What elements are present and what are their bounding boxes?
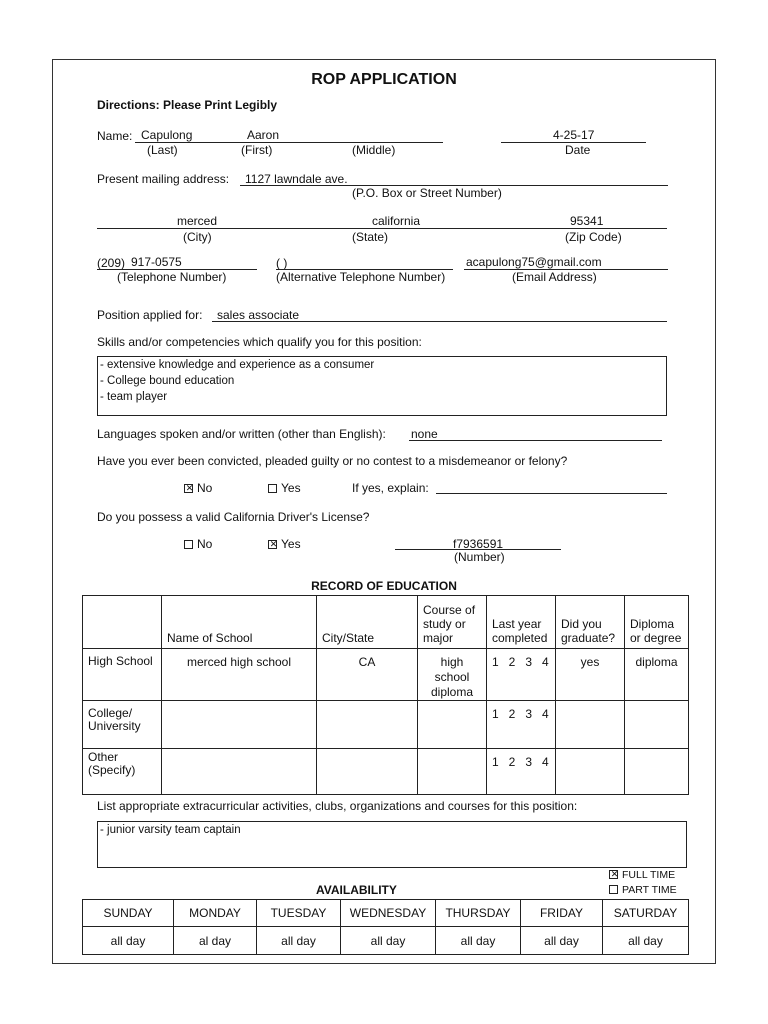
phone-value[interactable]: 917-0575 (131, 255, 182, 269)
row-type-line: Other (88, 750, 119, 764)
email-value[interactable]: acapulong75@gmail.com (466, 255, 602, 269)
license-number-caption: (Number) (454, 550, 505, 564)
row-city[interactable]: CA (317, 649, 418, 701)
day-wednesday: WEDNESDAY (341, 900, 436, 927)
header-last-year-2: completed (492, 631, 548, 645)
middle-caption: (Middle) (352, 143, 396, 157)
avail-monday[interactable]: al day (174, 927, 257, 955)
full-time-option[interactable] (609, 869, 675, 881)
email-caption: (Email Address) (512, 270, 597, 284)
availability-days-row (83, 900, 689, 927)
license-number-value[interactable]: f7936591 (453, 537, 504, 551)
education-table (82, 595, 689, 795)
activities-value: - junior varsity team captain (100, 824, 241, 836)
row-course[interactable] (418, 649, 487, 701)
languages-underline (409, 440, 662, 441)
explain-label: If yes, explain: (352, 481, 429, 495)
education-row-other (83, 749, 689, 795)
row-diploma[interactable] (625, 749, 689, 795)
header-graduate (556, 596, 625, 649)
avail-thursday[interactable]: all day (436, 927, 521, 955)
row-graduated[interactable] (556, 749, 625, 795)
day-friday: FRIDAY (521, 900, 603, 927)
avail-wednesday[interactable]: all day (341, 927, 436, 955)
activities-label: List appropriate extracurricular activities, clubs, organizations and courses for this position: (97, 799, 578, 813)
conviction-no-label: No (197, 481, 213, 495)
header-graduate-1: Did you (561, 617, 602, 631)
position-label: Position applied for: (97, 308, 203, 322)
education-title: RECORD OF EDUCATION (311, 579, 457, 593)
education-row-high-school (83, 649, 689, 701)
header-last-year-1: Last year (492, 617, 542, 631)
conviction-no-checkbox[interactable] (184, 484, 193, 493)
name-underline (135, 142, 443, 143)
conviction-yes-option[interactable] (268, 481, 301, 495)
availability-values-row (83, 927, 689, 955)
languages-label: Languages spoken and/or written (other than English): (97, 427, 386, 441)
avail-friday[interactable]: all day (521, 927, 603, 955)
license-yes-checkbox[interactable] (268, 540, 277, 549)
languages-value[interactable]: none (411, 427, 438, 441)
row-course[interactable] (418, 701, 487, 749)
conviction-yes-checkbox[interactable] (268, 484, 277, 493)
skills-line-3: - team player (100, 391, 168, 403)
city-caption: (City) (183, 230, 212, 244)
conviction-yes-label: Yes (281, 481, 301, 495)
state-value[interactable]: california (372, 214, 421, 228)
date-value[interactable]: 4-25-17 (553, 128, 595, 142)
day-sunday: SUNDAY (83, 900, 174, 927)
city-state-zip-underline (97, 228, 667, 229)
license-yes-option[interactable] (268, 537, 301, 551)
avail-tuesday[interactable]: all day (257, 927, 341, 955)
part-time-checkbox[interactable] (609, 885, 618, 894)
activities-box[interactable] (97, 821, 687, 868)
header-course (418, 596, 487, 649)
row-type (83, 649, 162, 701)
alt-phone-value[interactable]: ( ) (276, 256, 288, 270)
row-course-line-2: diploma (430, 685, 474, 699)
education-header-row (83, 596, 689, 649)
full-time-checkbox[interactable] (609, 870, 618, 879)
row-years[interactable]: 1 2 3 4 (487, 749, 556, 795)
header-course-3: major (423, 631, 454, 645)
zip-value[interactable]: 95341 (570, 214, 604, 228)
row-school[interactable] (162, 701, 317, 749)
position-underline (212, 321, 667, 322)
zip-caption: (Zip Code) (565, 230, 622, 244)
header-course-2: study or (423, 617, 466, 631)
row-school[interactable] (162, 749, 317, 795)
row-type-line: College/ (88, 706, 133, 720)
row-type (83, 749, 162, 795)
name-label: Name: (97, 129, 133, 143)
row-diploma[interactable]: diploma (625, 649, 689, 701)
header-diploma (625, 596, 689, 649)
row-graduated[interactable] (556, 701, 625, 749)
row-type-line: University (88, 719, 141, 733)
license-no-option[interactable] (184, 537, 212, 551)
row-school[interactable]: merced high school (162, 649, 317, 701)
day-monday: MONDAY (174, 900, 257, 927)
avail-sunday[interactable]: all day (83, 927, 174, 955)
row-city[interactable] (317, 749, 418, 795)
city-value[interactable]: merced (177, 214, 218, 228)
skills-label: Skills and/or competencies which qualify you for this position: (97, 335, 422, 349)
explain-underline[interactable] (436, 493, 667, 494)
row-city[interactable] (317, 701, 418, 749)
header-graduate-2: graduate? (561, 631, 616, 645)
row-years[interactable]: 1 2 3 4 (487, 701, 556, 749)
row-type-line: (Specify) (88, 763, 136, 777)
row-diploma[interactable] (625, 701, 689, 749)
header-type (83, 596, 162, 649)
street-caption: (P.O. Box or Street Number) (352, 186, 502, 200)
state-caption: (State) (352, 230, 389, 244)
address-label: Present mailing address: (97, 172, 230, 186)
row-type-line: High School (88, 654, 153, 668)
directions-text: Directions: Please Print Legibly (97, 98, 278, 112)
availability-title: AVAILABILITY (316, 883, 397, 897)
header-diploma-2: or degree (630, 631, 682, 645)
row-years[interactable]: 1 2 3 4 (487, 649, 556, 701)
skills-line-2: - College bound education (100, 375, 235, 387)
license-yes-label: Yes (281, 537, 301, 551)
header-diploma-1: Diploma (630, 617, 675, 631)
last-caption: (Last) (147, 143, 178, 157)
form-title: ROP APPLICATION (311, 71, 457, 88)
education-row-college (83, 701, 689, 749)
first-name-value[interactable]: Aaron (247, 128, 280, 142)
header-course-1: Course of (423, 603, 476, 617)
part-time-option[interactable] (609, 884, 677, 896)
first-caption: (First) (241, 143, 273, 157)
area-code[interactable]: (209) (97, 256, 126, 270)
skills-box[interactable] (97, 356, 667, 416)
license-no-label: No (197, 537, 213, 551)
skills-line-1: - extensive knowledge and experience as a consumer (100, 359, 375, 371)
full-time-label: FULL TIME (622, 869, 676, 881)
date-caption: Date (565, 143, 591, 157)
row-graduated[interactable]: yes (556, 649, 625, 701)
row-type (83, 701, 162, 749)
row-course-line-1: high school (434, 655, 470, 684)
part-time-label: PART TIME (622, 884, 677, 896)
row-course[interactable] (418, 749, 487, 795)
phone-caption: (Telephone Number) (117, 270, 227, 284)
alt-phone-caption: (Alternative Telephone Number) (276, 270, 446, 284)
availability-table (82, 899, 689, 955)
day-saturday: SATURDAY (603, 900, 689, 927)
header-last-year (487, 596, 556, 649)
header-school: Name of School (162, 596, 317, 649)
avail-saturday[interactable]: all day (603, 927, 689, 955)
position-value[interactable]: sales associate (217, 308, 300, 322)
street-value[interactable]: 1127 lawndale ave. (245, 172, 348, 186)
header-city: City/State (317, 596, 418, 649)
license-question: Do you possess a valid California Driver's License? (97, 510, 370, 524)
license-no-checkbox[interactable] (184, 540, 193, 549)
conviction-no-option[interactable] (184, 481, 212, 495)
last-name-value[interactable]: Capulong (141, 128, 193, 142)
day-tuesday: TUESDAY (257, 900, 341, 927)
day-thursday: THURSDAY (436, 900, 521, 927)
conviction-question: Have you ever been convicted, pleaded guilty or no contest to a misdemeanor or felony? (97, 454, 568, 468)
